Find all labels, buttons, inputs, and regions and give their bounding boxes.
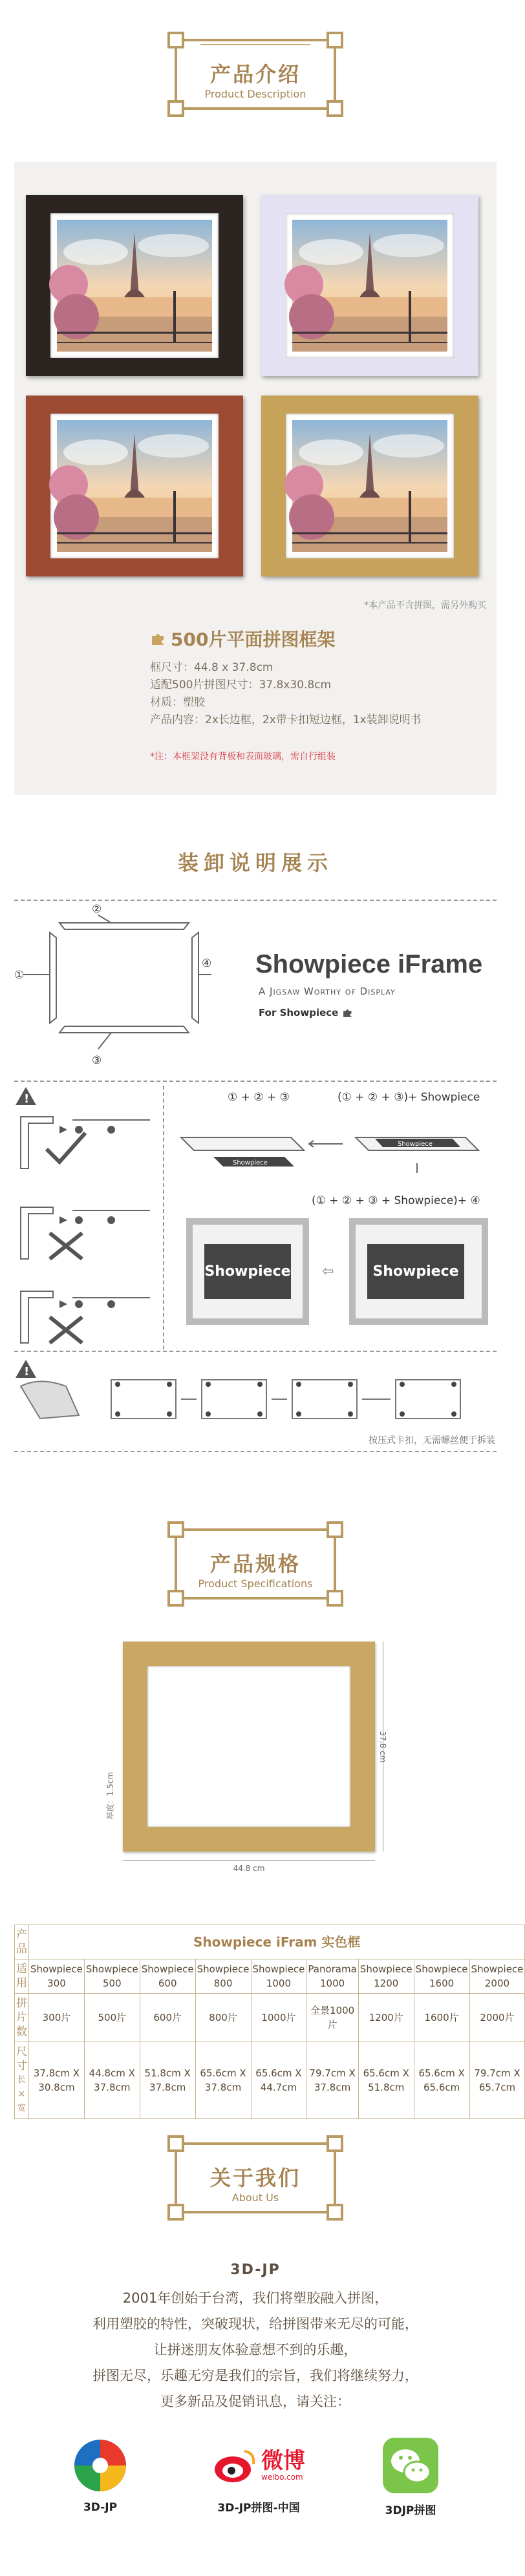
frame-black [26, 195, 243, 376]
disassembly-diagram [14, 1357, 497, 1428]
paris-painting [292, 220, 447, 352]
label-4: ④ [202, 957, 212, 970]
table-cell: Panorama 1000 [306, 1959, 358, 1994]
table-cell: Showpiece 500 [84, 1959, 140, 1994]
table-cell [15, 2042, 29, 2119]
table-row [15, 1959, 525, 1994]
table-cell: 65.6cm X 44.7cm [251, 2042, 306, 2119]
logo-label: 3D-JP [83, 2501, 118, 2514]
step-b: (① + ② + ③)+ Showpiece [338, 1091, 480, 1104]
showpiece-panel: Showpiece [204, 1244, 291, 1299]
dashed-divider [14, 1451, 497, 1452]
for-text: For Showpiece [259, 1007, 339, 1019]
corner-ornament [327, 2204, 343, 2221]
spec-frame-size: 框尺寸：44.8 x 37.8cm [150, 661, 273, 674]
table-cell: 拼片数 [15, 1994, 29, 2042]
about-line: 让拼迷朋友体验意想不到的乐趣， [153, 2342, 358, 2358]
arrow-left-icon: ⇦ [322, 1263, 334, 1280]
heading-cn: 产品介绍 [209, 62, 301, 87]
svg-text:!: ! [24, 1365, 30, 1378]
product-description-heading [175, 39, 336, 110]
corner-ornament [167, 1521, 184, 1538]
frame-red [26, 396, 243, 576]
assembly-heading: 装卸说明展示 [177, 850, 333, 875]
brand-tagline: A Jigsaw Worthy of Display [259, 986, 396, 997]
logo-weibo[interactable] [194, 2436, 323, 2515]
warning-note: *注：本框架没有背板和表面玻璃，需自行组装 [150, 752, 336, 762]
dashed-divider [14, 1351, 497, 1352]
svg-text:!: ! [24, 1092, 30, 1106]
table-cell: 产品 [15, 1925, 29, 1959]
corner-ornament [327, 1521, 343, 1538]
logo-wechat[interactable] [369, 2436, 453, 2517]
paris-painting [57, 220, 212, 352]
brand-for [259, 1007, 354, 1019]
logo-label: 3DJP拼图 [385, 2504, 436, 2517]
brand-title: Showpiece iFrame [255, 950, 483, 978]
table-cell: 1200片 [358, 1994, 414, 2042]
table-cell: 65.6cm X 37.8cm [195, 2042, 251, 2119]
dashed-divider [163, 1086, 164, 1349]
table-cell: 全景1000片 [306, 1994, 358, 2042]
thickness-dimension: 厚度：1.5cm [105, 1771, 115, 1820]
table-cell: 79.7cm X 65.7cm [469, 2042, 525, 2119]
table-cell: 51.8cm X 37.8cm [140, 2042, 195, 2119]
showpiece-panel: Showpiece [367, 1244, 464, 1299]
paris-painting [57, 420, 212, 552]
table-cell: 300片 [29, 1994, 85, 2042]
table-cell: 44.8cm X 37.8cm [84, 2042, 140, 2119]
puzzle-icon [342, 1007, 354, 1019]
table-cell: 79.7cm X 37.8cm [306, 2042, 358, 2119]
assembly-steps-diagram [175, 1105, 498, 1176]
3djp-logo-icon [71, 2436, 129, 2495]
weibo-text: 微博 [261, 2448, 305, 2474]
step-c: (① + ② + ③ + Showpiece)+ ④ [312, 1194, 480, 1207]
install-check-diagram [14, 1084, 163, 1349]
height-dimension: 37.8 cm [378, 1731, 387, 1763]
size-sublabel: 长×宽 [17, 2075, 26, 2113]
frame-white [261, 195, 478, 376]
divider [200, 44, 310, 45]
product-intro-panel [14, 162, 497, 795]
heading-en: About Us [231, 2191, 279, 2204]
cross-icon [50, 1233, 82, 1259]
product-specs-heading [175, 1528, 336, 1599]
corner-ornament [327, 100, 343, 117]
table-cell: 65.6cm X 51.8cm [358, 2042, 414, 2119]
spec-puzzle-size: 适配500片拼图尺寸：37.8x30.8cm [150, 679, 332, 692]
width-dimension: 44.8 cm [233, 1864, 265, 1873]
about-line: 利用塑胶的特性，突破现状，给拼图带来无尽的可能， [92, 2316, 418, 2332]
dashed-divider [14, 1081, 497, 1082]
corner-ornament [167, 2204, 184, 2221]
product-title-row [150, 626, 335, 651]
cross-icon [50, 1317, 82, 1343]
about-line: 拼图无尽，乐趣无穷是我们的宗旨，我们将继续努力， [92, 2368, 418, 2383]
corner-ornament [167, 32, 184, 48]
table-row [15, 1994, 525, 2042]
svg-text:Showpiece: Showpiece [233, 1159, 268, 1167]
table-cell: Showpiece 1600 [414, 1959, 469, 1994]
gold-frame [123, 1642, 375, 1852]
paris-painting [292, 420, 447, 552]
spec-list [150, 659, 422, 729]
table-cell: Showpiece 2000 [469, 1959, 525, 1994]
table-cell: 适用 [15, 1959, 29, 1994]
disassembly-hint: 按压式卡扣，无需螺丝便于拆装 [369, 1435, 495, 1446]
disclaimer: *本产品不含拼图，需另外购买 [364, 600, 486, 611]
corner-ornament [167, 100, 184, 117]
table-cell: 800片 [195, 1994, 251, 2042]
frame-gold [261, 396, 478, 576]
logo-3djp[interactable] [65, 2436, 136, 2514]
dashed-divider [14, 900, 497, 901]
width-dimension-line [123, 1860, 375, 1861]
table-cell: 37.8cm X 30.8cm [29, 2042, 85, 2119]
product-title: 500片平面拼图框架 [171, 629, 336, 650]
about-brand: 3D-JP [230, 2262, 281, 2278]
table-row [15, 2042, 525, 2119]
weibo-mark [194, 2436, 323, 2495]
about-line: 2001年创始于台湾，我们将塑胶融入拼图， [122, 2290, 389, 2306]
table-cell: Showpiece 800 [195, 1959, 251, 1994]
assembled-frame-right [349, 1218, 488, 1325]
frame-opening [147, 1666, 350, 1827]
corner-ornament [167, 2135, 184, 2152]
heading-en: Product Description [204, 88, 306, 100]
label-2: ② [92, 903, 102, 916]
wechat-icon [381, 2436, 440, 2495]
table-cell: Showpiece 600 [140, 1959, 195, 1994]
label-1: ① [14, 969, 25, 982]
corner-ornament [167, 1590, 184, 1607]
corner-ornament [327, 2135, 343, 2152]
table-row [15, 1925, 525, 1959]
table-title: Showpiece iFram 实色框 [29, 1925, 525, 1959]
spec-material: 材质：塑胶 [150, 696, 205, 709]
heading-cn: 关于我们 [209, 2166, 301, 2190]
spec-contents: 产品内容：2x长边框，2x带卡扣短边框，1x装卸说明书 [150, 713, 422, 726]
logo-label: 3D-JP拼图-中国 [217, 2502, 300, 2515]
heading-cn: 产品规格 [209, 1552, 301, 1576]
table-cell: 500片 [84, 1994, 140, 2042]
about-line: 更多新品及促销讯息，请关注： [160, 2394, 350, 2409]
about-heading [175, 2142, 336, 2213]
table-cell: 65.6cm X 65.6cm [414, 2042, 469, 2119]
heading-en: Product Specifications [198, 1578, 313, 1590]
weibo-icon [212, 2446, 257, 2485]
step-a: ① + ② + ③ [228, 1091, 290, 1104]
size-label: 尺寸 [16, 2045, 27, 2073]
svg-text:Showpiece: Showpiece [398, 1141, 433, 1148]
label-3: ③ [92, 1054, 102, 1067]
table-cell: Showpiece 300 [29, 1959, 85, 1994]
table-cell: Showpiece 1200 [358, 1959, 414, 1994]
check-icon [47, 1133, 85, 1162]
frame-exploded-diagram [14, 903, 228, 1075]
weibo-url: weibo.com [261, 2473, 303, 2482]
table-cell: 600片 [140, 1994, 195, 2042]
puzzle-icon [150, 630, 167, 647]
corner-ornament [327, 1590, 343, 1607]
table-cell: 1000片 [251, 1994, 306, 2042]
table-cell: 2000片 [469, 1994, 525, 2042]
assembled-frame-left [186, 1218, 309, 1325]
corner-ornament [327, 32, 343, 48]
table-cell: 1600片 [414, 1994, 469, 2042]
spec-table [14, 1925, 525, 2119]
table-cell: Showpiece 1000 [251, 1959, 306, 1994]
